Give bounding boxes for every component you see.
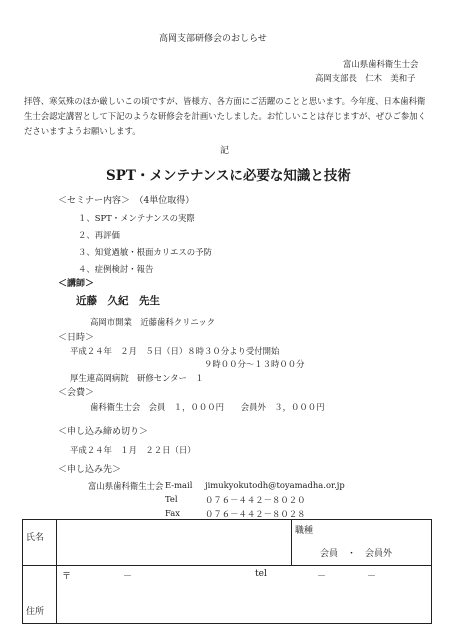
time-line: ９時００分～１３時００分 [204, 359, 305, 369]
tel-dash: － [367, 572, 377, 582]
postal-dash: － [123, 572, 133, 582]
seminar-item: ４、症例検討・報告 [78, 264, 154, 274]
email-label: E-mail [165, 480, 193, 490]
tel-number: ０７６－４４２－８０２０ [205, 495, 306, 505]
fee-heading: ＜会費＞ [58, 388, 95, 398]
date-heading: ＜日時＞ [58, 333, 95, 343]
fee-text: 歯科衛生士会 会員 １，０００円 会員外 ３，０００円 [90, 402, 325, 412]
address-label-cell [23, 566, 57, 624]
registration-form [22, 519, 432, 624]
deadline-date: 平成２４年 １月 ２２日（日） [70, 445, 196, 455]
lecturer-name: 近藤 久紀 先生 [76, 295, 160, 307]
name-label-cell [23, 520, 57, 566]
fax-label: Fax [165, 508, 180, 518]
postal-mark: 〒 [62, 572, 72, 582]
seminar-heading: ＜セミナー内容＞ （4単位取得） [58, 196, 195, 206]
seminar-item: ３、知覚過敏・根面カリエスの予防 [78, 247, 212, 257]
organization-name: 富山県歯科衛生士会 [343, 59, 419, 69]
tel-dash: － [317, 572, 327, 582]
greeting-paragraph: 拝啓、寒気殊のほか厳しいこの頃ですが、皆様方、各方面にご活躍のことと思います。今年度、日本歯科衛生士会認定講習として下記のような研修会を計画いたしました。お忙しいことは存じますが、ぜひご参加くださいますようお願いします。 [24, 96, 426, 136]
tel-label: Tel [165, 494, 178, 504]
address-label: 住所 [26, 607, 45, 617]
lecturer-heading: ＜講師＞ [58, 279, 95, 289]
apply-heading: ＜申し込み先＞ [58, 465, 122, 475]
address-field[interactable] [57, 566, 432, 624]
tel-field-label: tel [255, 569, 267, 579]
seminar-item: ２、再評価 [78, 230, 120, 240]
notice-header-title: 高岡支部研修会のおしらせ [159, 34, 267, 44]
lecturer-affiliation: 高岡市開業 近藤歯科クリニック [90, 317, 216, 327]
deadline-heading: ＜申し込み締め切り＞ [58, 427, 149, 437]
job-label: 職種 [295, 526, 314, 536]
venue: 厚生連高岡病院 研修センター １ [70, 373, 204, 383]
email-address[interactable]: jimukyokutodh@toyamadha.or.jp [205, 480, 345, 490]
apply-org: 富山県歯科衛生士会 [88, 481, 164, 491]
seminar-item: １、SPT・メンテナンスの実際 [78, 213, 195, 223]
main-title: SPT・メンテナンスに必要な知識と技術 [106, 168, 351, 184]
ki-marker: 記 [220, 146, 230, 156]
job-field[interactable] [292, 520, 432, 566]
date-line: 平成２４年 ２月 ５日（日）８時３０分より受付開始 [70, 346, 280, 356]
name-label: 氏名 [26, 533, 45, 543]
name-field[interactable] [57, 520, 292, 566]
fax-number: ０７６－４４２－８０２８ [205, 509, 306, 519]
member-choice[interactable]: 会員 ・ 会員外 [320, 549, 393, 559]
signatory: 高岡支部長 仁木 美和子 [315, 73, 416, 83]
